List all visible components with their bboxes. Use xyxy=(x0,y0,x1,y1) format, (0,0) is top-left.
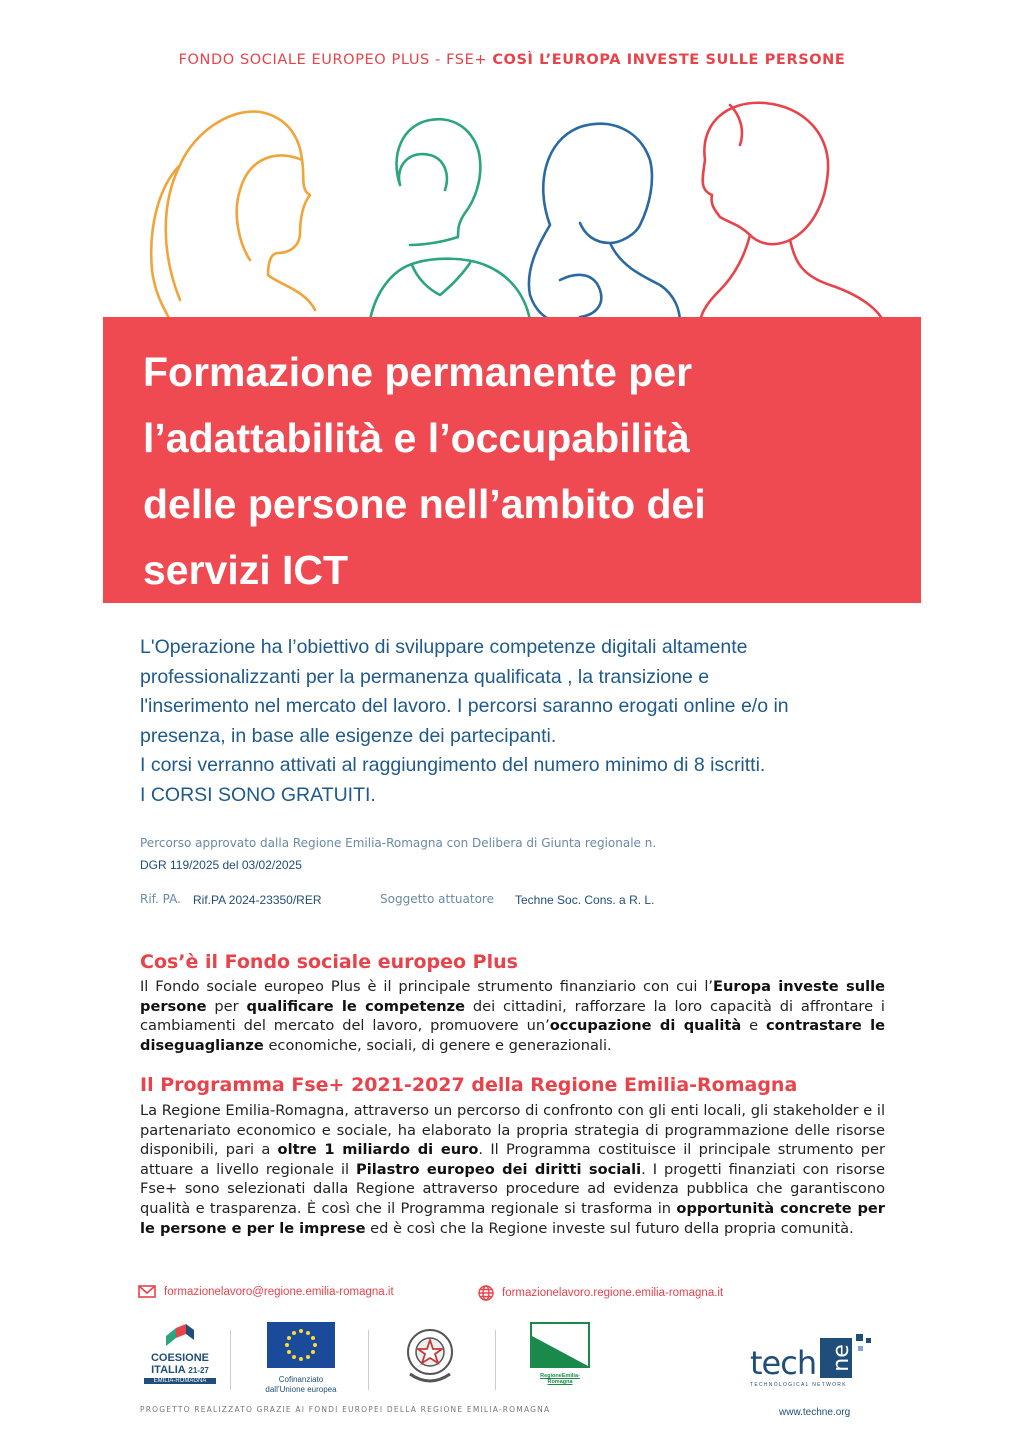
coesione-years: 21-27 xyxy=(188,1366,209,1375)
person-blue-outline xyxy=(529,124,680,323)
email-link[interactable]: formazionelavoro@regione.emilia-romagna.it xyxy=(164,1285,394,1298)
soggetto-attuatore-value: Techne Soc. Cons. a R. L. xyxy=(515,893,655,907)
coesione-mark-icon xyxy=(158,1322,202,1348)
logo-divider xyxy=(495,1330,496,1390)
section2-title: Il Programma Fse+ 2021-2027 della Regione Emilia-Romagna xyxy=(140,1074,798,1096)
person-red-outline xyxy=(700,103,885,325)
eu-text-1: Cofinanziato xyxy=(278,1375,324,1384)
coesione-italia-logo xyxy=(140,1322,220,1385)
mail-icon xyxy=(138,1285,156,1298)
emblem-icon xyxy=(402,1322,458,1390)
soggetto-attuatore-label: Soggetto attuatore xyxy=(380,892,494,906)
header-text: FONDO SOCIALE EUROPEO PLUS - FSE+ xyxy=(178,52,493,68)
header-slogan: COSÌ L’EUROPA INVESTE SULLE PERSONE xyxy=(492,52,846,68)
section1-title: Cos’è il Fondo sociale europeo Plus xyxy=(140,951,518,973)
section1-body: Il Fondo sociale europeo Plus è il principale strumento finanziario con cui l’Europa investe sulle persone per qualificare le competenze dei cittadini, rafforzare la loro capacità di affrontare i cambiamenti del mercato del lavoro, promuovere un’occupazione di qualità e contrastare le diseguaglianze economiche, sociali, di genere e generazionali. xyxy=(140,978,885,1054)
person-orange-outline xyxy=(151,112,315,320)
rif-pa-value: Rif.PA 2024-23350/RER xyxy=(193,893,322,907)
section2-body: La Regione Emilia-Romagna, attraverso un percorso di confronto con gli enti locali, gli stakeholder e il partenariato economico e sociale, ha elaborato la propria strategia di programmazione delle risorse disponibili, pari a oltre 1 miliardo di euro. Il Programma costituisce il principale strumento per attuare a livello regionale il Pilastro europeo dei diritti sociali. I progetti finanziati con risorse Fse+ sono selezionati dalla Regione attraverso procedure ad evidenza pubblica che garantiscono qualità e trasparenza. È così che il Programma regionale si trasforma in opportunità concrete per le persone e per le imprese ed è così che la Regione investe sul futuro della propria comunità. xyxy=(140,1102,885,1237)
person-green-outline xyxy=(370,119,530,320)
website-contact[interactable] xyxy=(478,1285,723,1301)
svg-text:ne: ne xyxy=(829,1344,854,1372)
eu-logo xyxy=(265,1322,337,1395)
techne-logo xyxy=(748,1330,888,1390)
approval-text: Percorso approvato dalla Regione Emilia-Romagna con Delibera di Giunta regionale n. xyxy=(140,836,657,850)
italian-republic-emblem xyxy=(402,1322,462,1395)
globe-icon xyxy=(478,1285,494,1301)
footer-note: PROGETTO REALIZZATO GRAZIE AI FONDI EUROPEI DELLA REGIONE EMILIA-ROMAGNA xyxy=(140,1405,551,1414)
title-banner xyxy=(103,317,921,603)
regione-text: RegioneEmilia-Romagna xyxy=(540,1373,580,1385)
website-link[interactable]: formazionelavoro.regione.emilia-romagna.it xyxy=(502,1287,724,1299)
coesione-text-1: COESIONE xyxy=(150,1352,210,1364)
top-header xyxy=(0,52,1024,68)
coesione-text-2: ITALIA xyxy=(151,1364,186,1376)
eu-flag-icon xyxy=(267,1322,335,1368)
logos-bar xyxy=(140,1322,900,1402)
regione-emilia-romagna-logo xyxy=(528,1322,592,1385)
page-title: Formazione permanente per l’adattabilità e l’occupabilità delle persone nell’ambito dei servizi ICT xyxy=(143,349,706,593)
intro-text: L'Operazione ha l’obiettivo di sviluppare competenze digitali altamente professionalizzanti per la permanenza qualificata , la transizione e l'inserimento nel mercato del lavoro. I percorsi saranno erogati online e/o in presenza, in base alle esigenze dei partecipanti. I corsi verranno attivati al raggiungimento del numero minimo di 8 iscritti. I CORSI SONO GRATUITI. xyxy=(140,636,789,806)
people-illustration xyxy=(140,95,920,325)
coesione-text-2-row xyxy=(140,1364,220,1377)
email-contact[interactable] xyxy=(138,1285,394,1298)
techne-wordmark: tech xyxy=(750,1344,817,1382)
logo-divider xyxy=(368,1330,369,1390)
logo-divider xyxy=(230,1330,231,1390)
techne-logo-mark xyxy=(748,1330,888,1390)
coesione-region: EMILIA-ROMAGNA xyxy=(144,1378,216,1384)
techne-subtitle: TECHNOLOGICAL NETWORK xyxy=(750,1382,847,1388)
techne-website-link[interactable]: www.techne.org xyxy=(779,1407,851,1418)
techne-ne-mark-icon xyxy=(818,1332,878,1378)
regione-mark-icon xyxy=(530,1322,590,1368)
rif-pa-label: Rif. PA. xyxy=(140,892,181,906)
dgr-reference: DGR 119/2025 del 03/02/2025 xyxy=(140,858,302,872)
eu-text-2: dall’Unione europea xyxy=(265,1385,337,1394)
